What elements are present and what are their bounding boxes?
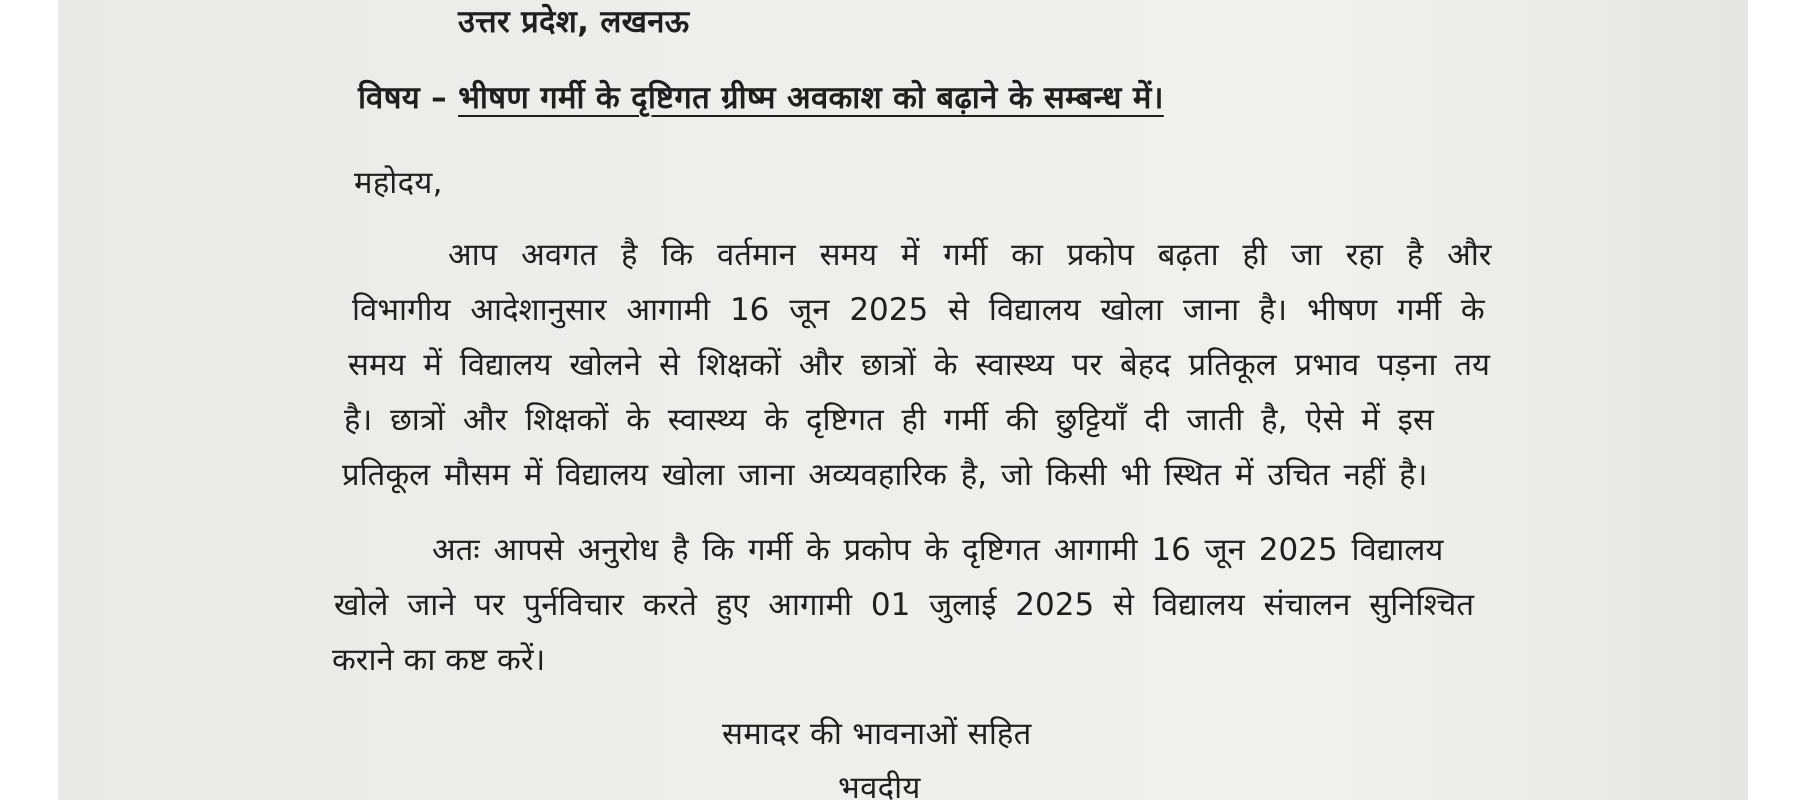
signoff: भवदीय [838,770,921,800]
closing-line: समादर की भावनाओं सहित [722,716,1032,752]
paragraph2-line: खोले जाने पर पुर्नविचार करते हुए आगामी 01 जुलाई 2025 से विद्यालय संचालन सुनिश्चित [334,587,1475,623]
paragraph1-line: विभागीय आदेशानुसार आगामी 16 जून 2025 से विद्यालय खोला जाना है। भीषण गर्मी के [352,292,1485,328]
subject-line [358,76,1164,118]
letter-page [58,0,1748,800]
paragraph1-line: प्रतिकूल मौसम में विद्यालय खोला जाना अव्यवहारिक है, जो किसी भी स्थित में उचित नहीं है। [342,457,1428,493]
paragraph1-line: है। छात्रों और शिक्षकों के स्वास्थ्य के दृष्टिगत ही गर्मी की छुट्टियाँ दी जाती है, ऐसे में इस [344,402,1434,438]
paragraph1-line: समय में विद्यालय खोलने से शिक्षकों और छात्रों के स्वास्थ्य पर बेहद प्रतिकूल प्रभाव पड़ना तय [348,347,1491,383]
subject-text: भीषण गर्मी के दृष्टिगत ग्रीष्म अवकाश को बढ़ाने के सम्बन्ध में। [458,80,1164,116]
paragraph1-line: आप अवगत है कि वर्तमान समय में गर्मी का प्रकोप बढ़ता ही जा रहा है और [448,237,1492,273]
paragraph2-line: कराने का कष्ट करें। [332,642,546,678]
address-line: उत्तर प्रदेश, लखनऊ [458,4,690,40]
subject-label: विषय – [358,80,447,116]
salutation: महोदय, [354,165,443,201]
paragraph2-line: अतः आपसे अनुरोध है कि गर्मी के प्रकोप के दृष्टिगत आगामी 16 जून 2025 विद्यालय [432,532,1444,568]
